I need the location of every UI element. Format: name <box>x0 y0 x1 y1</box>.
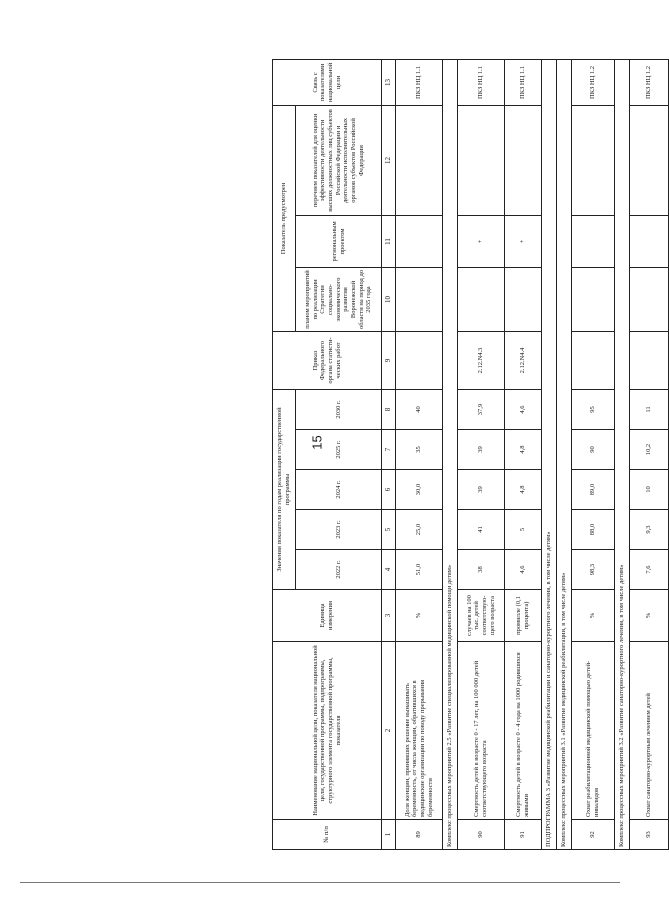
header-values-group: Значения показателя по годам реализации государственной программы <box>273 389 296 589</box>
row-number: 90 <box>458 820 505 850</box>
row-number: 93 <box>630 820 669 850</box>
column-number: 12 <box>382 105 396 215</box>
value-cell: 9,3 <box>630 510 669 550</box>
value-cell: 88,0 <box>572 510 615 550</box>
row-number: 92 <box>572 820 615 850</box>
link-cell: ПКЗ НЦ 1.2 <box>572 59 615 105</box>
plan-cell <box>505 267 542 331</box>
list-cell <box>505 105 542 215</box>
column-number: 13 <box>382 59 396 105</box>
rotated-table-container <box>272 60 653 850</box>
indicator-name: Смертность детей в возрасте 0 - 4 года на 1000 родившихся живыми <box>505 642 542 820</box>
page-bottom-rule <box>20 882 620 883</box>
column-numbers-row <box>382 59 396 849</box>
header-source-list: перечнем показателей для оценки эффективности деятельности высших должностных лиц субъектов Российской Федерации и деятельности исполнительных органов субъектов Российской Федерации <box>296 105 382 215</box>
table-body <box>382 59 669 849</box>
value-cell: 10,2 <box>630 430 669 470</box>
value-cell: 7,6 <box>630 550 669 590</box>
section-title: Комплекс процессных мероприятий 3.2 «Развитие санаторно-курортного лечения, в том числе детям» <box>615 59 630 849</box>
section-row <box>557 59 572 849</box>
order-cell: 2.12.N4.4 <box>505 331 542 389</box>
table-row <box>505 59 542 849</box>
header-year: 2023 г. <box>296 510 382 550</box>
section-row <box>443 59 458 849</box>
value-cell: 90 <box>572 430 615 470</box>
indicator-name: Охват реабилитационной медицинской помощью детей-инвалидов <box>572 642 615 820</box>
link-cell: ПКЗ НЦ 1.2 <box>630 59 669 105</box>
header-year: 2030 г. <box>296 389 382 429</box>
value-cell: 4,8 <box>505 470 542 510</box>
indicator-name: Смертность детей в возрасте 0 - 17 лет, на 100 000 детей соответствующего возраста <box>458 642 505 820</box>
plan-cell <box>396 267 443 331</box>
table-row <box>458 59 505 849</box>
unit-cell: % <box>630 590 669 642</box>
value-cell: 10 <box>630 470 669 510</box>
value-cell: 35 <box>396 430 443 470</box>
value-cell: 37,9 <box>458 389 505 429</box>
indicator-table <box>272 59 669 850</box>
project-cell: + <box>505 215 542 267</box>
header-year: 2025 г. <box>296 430 382 470</box>
header-year: 2022 г. <box>296 550 382 590</box>
value-cell: 95 <box>572 389 615 429</box>
list-cell <box>572 105 615 215</box>
page-number: 15 <box>309 435 325 450</box>
plan-cell <box>458 267 505 331</box>
column-number: 3 <box>382 590 396 642</box>
plan-cell <box>630 267 669 331</box>
value-cell: 39 <box>458 430 505 470</box>
section-title: ПОДПРОГРАММА 3 «Развитие медицинской реабилитации и санаторно-курортного лечения, в том числе детям» <box>542 59 557 849</box>
value-cell: 51,0 <box>396 550 443 590</box>
plan-cell <box>572 267 615 331</box>
column-number: 7 <box>382 430 396 470</box>
order-cell <box>630 331 669 389</box>
link-cell: ПКЗ НЦ 1.1 <box>505 59 542 105</box>
section-title: Комплекс процессных мероприятий 2.5 «Развитие специализированной медицинской помощи детям» <box>443 59 458 849</box>
header-name: Наименование национальной цели, показателя национальной цели, государственной программы, подпрограммы, структурного элемента государственной программы, показателя <box>273 642 382 820</box>
order-cell: 2.12.N4.3 <box>458 331 505 389</box>
value-cell: 38 <box>458 550 505 590</box>
column-number: 1 <box>382 820 396 850</box>
list-cell <box>458 105 505 215</box>
indicator-name: Доля женщин, принявших решение вынашивать беременность, от числа женщин, обратившихся в медицинские организации по поводу прерывания беременности <box>396 642 443 820</box>
project-cell <box>572 215 615 267</box>
list-cell <box>630 105 669 215</box>
unit-cell: % <box>396 590 443 642</box>
header-no: № п/п <box>273 820 382 850</box>
header-year: 2024 г. <box>296 470 382 510</box>
column-number: 9 <box>382 331 396 389</box>
value-cell: 4,8 <box>505 430 542 470</box>
project-cell <box>630 215 669 267</box>
column-number: 6 <box>382 470 396 510</box>
value-cell: 41 <box>458 510 505 550</box>
table-row <box>630 59 669 849</box>
table-row <box>396 59 443 849</box>
value-cell: 89,0 <box>572 470 615 510</box>
header-source-plan: планом мероприятий по реализации Стратегии социально-экономического развития Воронежской области на период до 2035 года <box>296 267 382 331</box>
project-cell: + <box>458 215 505 267</box>
link-cell: ПКЗ НЦ 1.1 <box>458 59 505 105</box>
value-cell: 40 <box>396 389 443 429</box>
project-cell <box>396 215 443 267</box>
order-cell <box>396 331 443 389</box>
section-title: Комплекс процессных мероприятий 3.1 «Развитие медицинской реабилитации, в том числе детям» <box>557 59 572 849</box>
column-number: 8 <box>382 389 396 429</box>
header-unit: Единица измерения <box>273 590 382 642</box>
column-number: 11 <box>382 215 396 267</box>
table-row <box>572 59 615 849</box>
value-cell: 25,0 <box>396 510 443 550</box>
indicator-name: Охват санаторно-курортным лечением детей <box>630 642 669 820</box>
value-cell: 5 <box>505 510 542 550</box>
section-row <box>615 59 630 849</box>
value-cell: 4,6 <box>505 550 542 590</box>
unit-cell: % <box>572 590 615 642</box>
value-cell: 11 <box>630 389 669 429</box>
list-cell <box>396 105 443 215</box>
value-cell: 30,0 <box>396 470 443 510</box>
order-cell <box>572 331 615 389</box>
value-cell: 39 <box>458 470 505 510</box>
unit-cell: промилле (0,1 процента) <box>505 590 542 642</box>
row-number: 91 <box>505 820 542 850</box>
column-number: 2 <box>382 642 396 820</box>
link-cell: ПКЗ НЦ 1.1 <box>396 59 443 105</box>
unit-cell: случаев на 100 тыс. детей соответствую-щего возраста <box>458 590 505 642</box>
column-number: 4 <box>382 550 396 590</box>
header-source-project: региональным проектом <box>296 215 382 267</box>
header-link: Связь с показателями национальной цели <box>273 59 382 105</box>
row-number: 89 <box>396 820 443 850</box>
section-row <box>542 59 557 849</box>
column-number: 10 <box>382 267 396 331</box>
value-cell: 4,6 <box>505 389 542 429</box>
header-source-group: Показатель предусмотрен <box>273 105 296 331</box>
value-cell: 98,3 <box>572 550 615 590</box>
column-number: 5 <box>382 510 396 550</box>
header-order: Приказ Федерального органа статисти-ческих работ <box>273 331 382 389</box>
